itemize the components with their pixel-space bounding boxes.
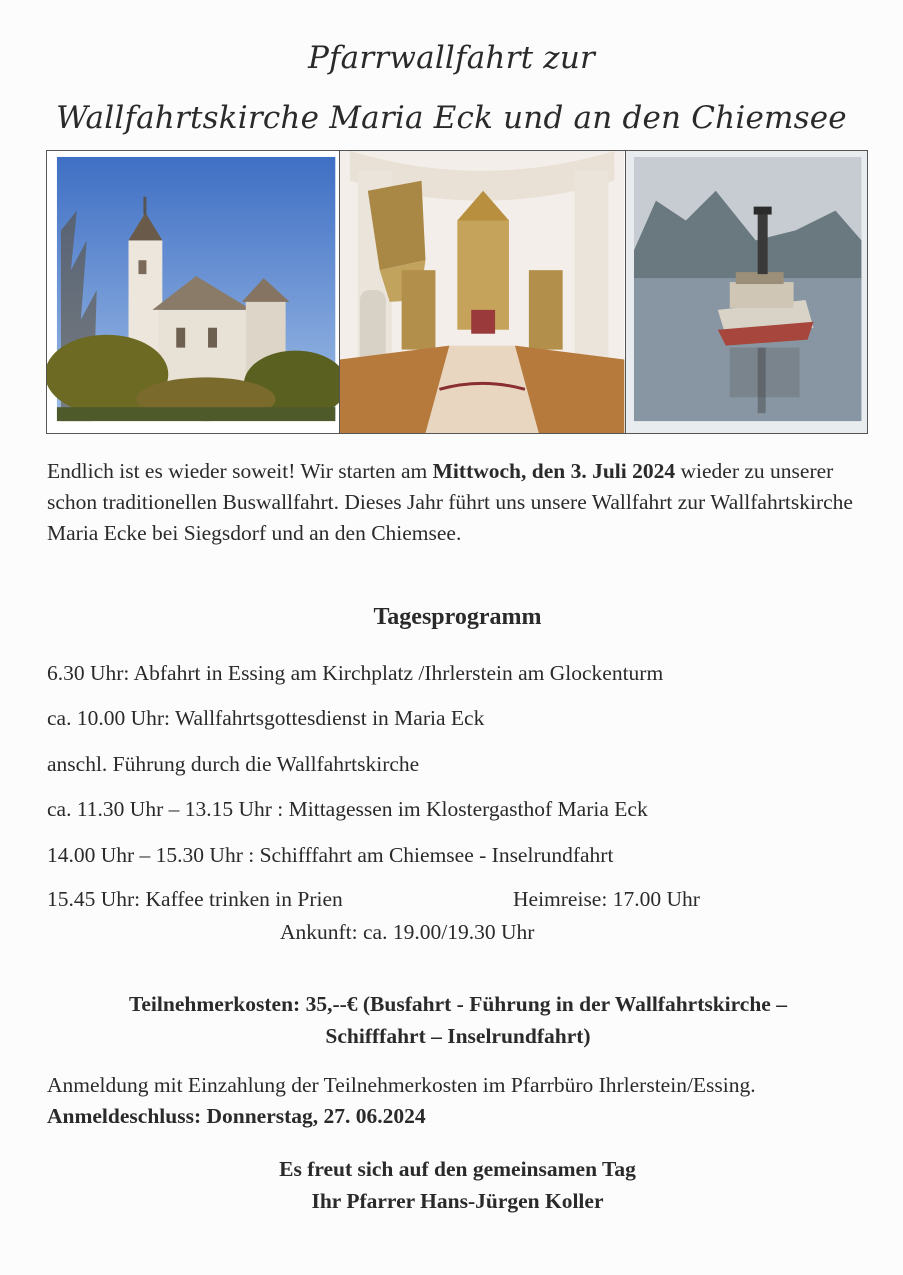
registration-deadline: Anmeldeschluss: Donnerstag, 27. 06.2024 xyxy=(47,1104,426,1128)
title-line-1: Pfarrwallfahrt zur xyxy=(307,40,596,76)
program-item: 15.45 Uhr: Kaffee trinken in Prien xyxy=(47,887,343,911)
program-item: 6.30 Uhr: Abfahrt in Essing am Kirchplatz /Ihrlerstein am Glockenturm xyxy=(47,661,664,685)
closing-line-1: Es freut sich auf den gemeinsamen Tag xyxy=(279,1157,636,1181)
trip-date: Mittwoch, den 3. Juli 2024 xyxy=(432,459,676,483)
return-time: Heimreise: 17.00 Uhr xyxy=(513,887,700,911)
church-interior-photo xyxy=(340,151,625,433)
intro-paragraph xyxy=(47,456,857,549)
arrival-time: Ankunft: ca. 19.00/19.30 Uhr xyxy=(280,920,535,944)
costs-line-1: Teilnehmerkosten: 35,--€ (Busfahrt - Führung in der Wallfahrtskirche – xyxy=(129,992,787,1016)
program-item: ca. 11.30 Uhr – 13.15 Uhr : Mittagessen im Klostergasthof Maria Eck xyxy=(47,797,648,821)
program-item: 14.00 Uhr – 15.30 Uhr : Schifffahrt am Chiemsee - Inselrundfahrt xyxy=(47,843,614,867)
program-item: ca. 10.00 Uhr: Wallfahrtsgottesdienst in Maria Eck xyxy=(47,706,485,730)
participant-costs xyxy=(40,988,876,1052)
program-item: anschl. Führung durch die Wallfahrtskirche xyxy=(47,752,420,776)
intro-text-before: Endlich ist es wieder soweit! Wir starten am xyxy=(47,459,433,483)
registration-text: Anmeldung mit Einzahlung der Teilnehmerkosten im Pfarrbüro Ihrlerstein/Essing. xyxy=(47,1073,756,1097)
title-line-2: Wallfahrtskirche Maria Eck und an den Chiemsee xyxy=(56,100,847,136)
costs-line-2: Schifffahrt – Inselrundfahrt) xyxy=(325,1024,591,1048)
intro-text-after: wieder zu unserer schon traditionellen Buswallfahrt. Dieses Jahr führt uns unsere Wallfahrt zur Wallfahrtskirche Maria Ecke bei Siegsdorf und an den Chiemsee. xyxy=(47,459,853,545)
program-heading: Tagesprogramm xyxy=(373,604,542,630)
registration-paragraph xyxy=(47,1070,857,1132)
closing-line-2: Ihr Pfarrer Hans-Jürgen Koller xyxy=(311,1189,604,1213)
steamboat-photo xyxy=(626,151,867,433)
church-exterior-photo xyxy=(47,151,340,433)
photo-strip xyxy=(46,150,868,434)
closing-signature xyxy=(0,1153,903,1217)
